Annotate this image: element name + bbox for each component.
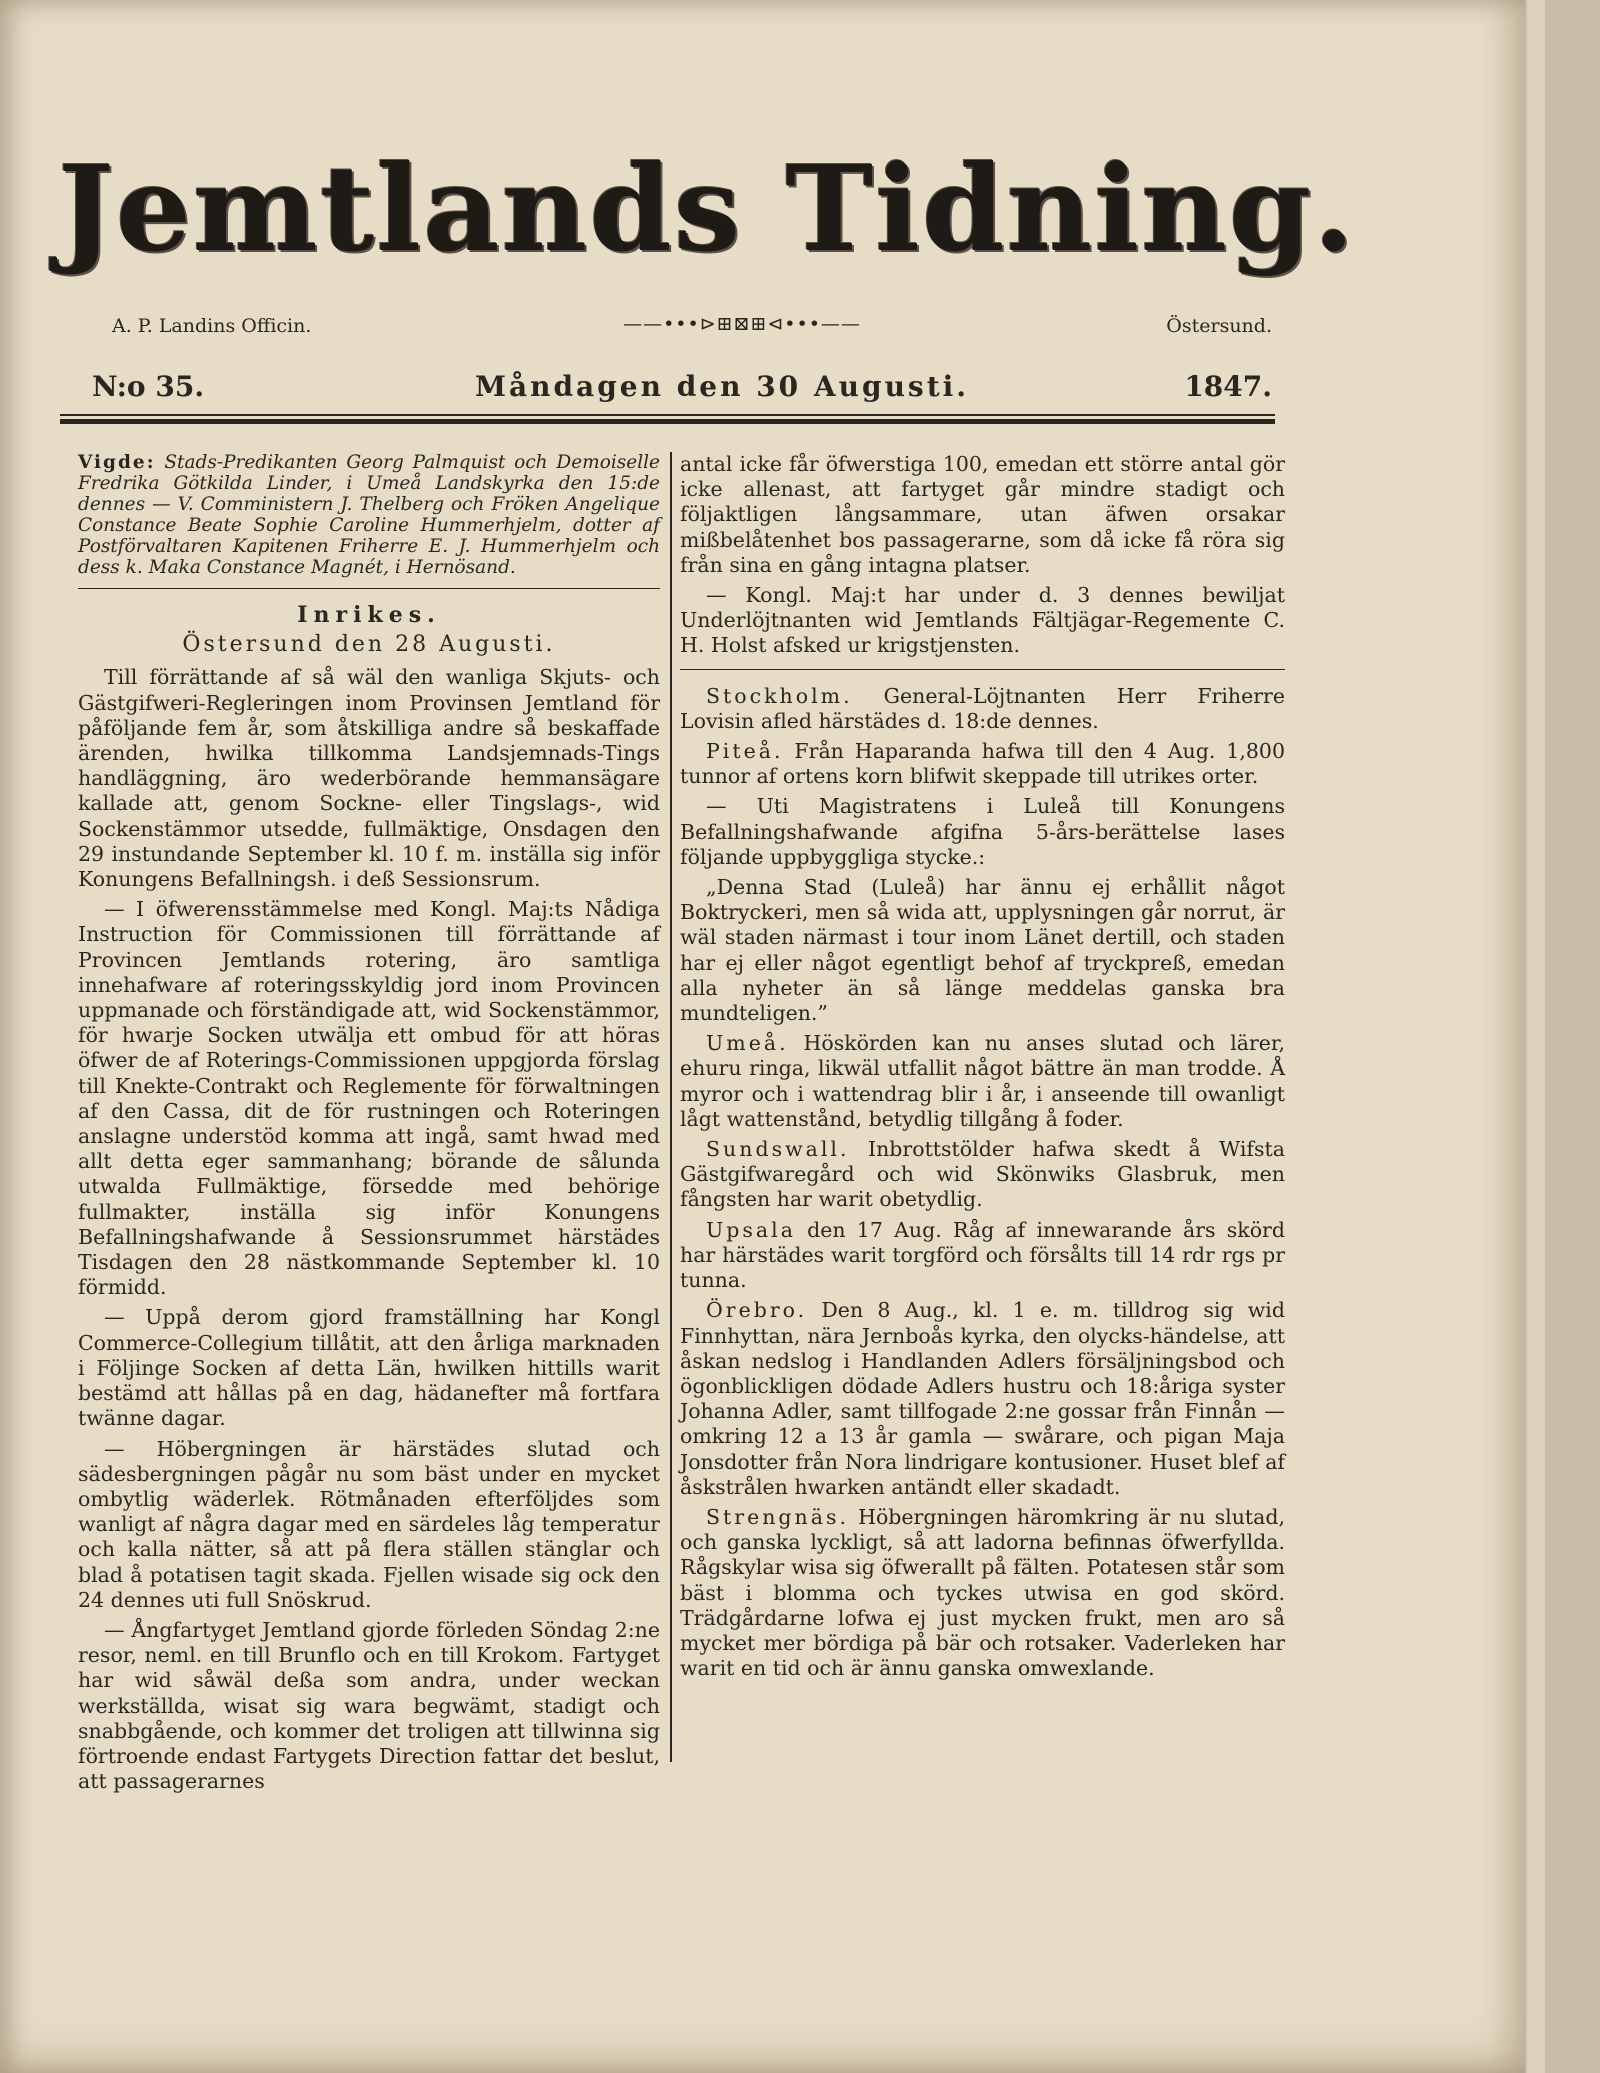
wedding-notice — [78, 452, 660, 578]
article-paragraph: antal icke får öfwerstiga 100, emedan ett större antal gör icke allenast, att fartyget går mindre stadigt och följaktligen långsammare, utan äfwen orsakar mißbelåtenhet bos passagerarne, som då icke få röra sig från sina en gång intagna platser. — [680, 452, 1285, 577]
news-item: Sundswall. Inbrottstölder hafwa skedt å Wifsta Gästgifwaregård och wid Skönwiks Glasbruk, men fångsten har warit obetydlig. — [680, 1137, 1285, 1212]
news-item: Upsala den 17 Aug. Råg af innewarande års skörd har härstädes warit torgförd och försålts till 14 rdr rgs pr tunna. — [680, 1217, 1285, 1293]
place-name: Sundswall. — [706, 1137, 850, 1162]
right-column — [680, 452, 1285, 1686]
place-name: Örebro. — [706, 1298, 808, 1323]
article-paragraph: — Kongl. Maj:t har under d. 3 dennes bewiljat Underlöjtnanten wid Jemtlands Fältjägar-Regemente C. H. Holst afsked ur krigstjensten. — [680, 583, 1285, 658]
place-name: Stockholm. — [706, 683, 853, 708]
masthead-title: Jemtlands Tidning. — [58, 139, 1357, 278]
issue-line — [92, 370, 1272, 410]
place-name: Umeå. — [706, 1031, 789, 1056]
notice-text: Stads-Predikanten Georg Palmquist och Demoiselle Fredrika Götkilda Linder, i Umeå Landskyrka den 15:de dennes — V. Comministern J. Thelberg och Fröken Angelique Constance Beate Sophie Caroline Hummerhjelm, dotter af Postförvaltaren Kapitenen Friherre E. J. Hummerhjelm och dess k. Maka Constance Magnét, i Hernösand. — [78, 452, 660, 578]
place-name: Piteå. — [706, 739, 784, 764]
dateline: Östersund den 28 Augusti. — [182, 632, 556, 658]
issue-year: 1847. — [1184, 370, 1272, 403]
news-item: Piteå. Från Haparanda hafwa till den 4 Aug. 1,800 tunnor af ortens korn blifwit skeppade till utrikes orter. — [680, 739, 1285, 789]
article-paragraph: — I öfwerensstämmelse med Kongl. Maj:ts Nådiga Instruction för Commissionen till förrättande af Provincen Jemtlands rotering, äro samtliga innehafware af roteringsskyldig jord inom Provincen uppmanade och förständigade att, wid Sockenstämmor, för hwarje Socken utwälja ett ombud för att höras öfwer de af Roterings-Commissionen uppgjorda förslag till Knekte-Contrakt och Reglemente för förwaltningen af den Cassa, dit de för rustningen och Roteringen anslagne understöd komma att ingå, samt hwad med allt detta eger sammanhang; börande de sålunda utwalda Fullmäktige, försedde med behörige fullmakter, inställa sig inför Konungens Befallningshafwande å Sessionsrummet härstädes Tisdagen den 28 nästkommande September kl. 10 förmidd. — [78, 897, 660, 1300]
article-paragraph: — Höbergningen är härstädes slutad och sädesbergningen pågår nu som bäst under en mycket ombytlig wäderlek. Rötmånaden efterföljdes som wanligt af några dagar med en särdeles låg temperatur och kalla nätter, så att på flera ställen stänglar och blad å potatisen tagit skada. Fjellen wisade sig ock den 24 dennes uti full Snöskrud. — [78, 1436, 660, 1612]
notice-label: Vigde: — [78, 452, 156, 473]
header-rule-thick — [60, 419, 1275, 424]
news-item: Örebro. Den 8 Aug., kl. 1 e. m. tilldrog sig wid Finnhyttan, nära Jernboås kyrka, den olycks-händelse, att åskan nedslog i Handlanden Adlers försäljningsbod och ögonblickligen dödade Adlers hustru och 18:åriga syster Johanna Adler, samt tillfogade 2:ne gossar från Finnån — omkring 12 a 13 år gamla — swårare, och pigan Maja Jonsdotter från Nora lindrigare kontusioner. Huset blef af åskstrålen hwarken antändt eller skadadt. — [680, 1298, 1285, 1499]
news-item: — Uti Magistratens i Luleå till Konungens Befallningshafwande afgifna 5-års-berättelse lases följande uppbyggliga stycke.: — [680, 794, 1285, 869]
place-name: Strengnäs. — [706, 1504, 850, 1529]
section-heading: Inrikes. — [297, 602, 441, 628]
column-rule — [680, 669, 1285, 670]
news-item: Strengnäs. Höbergningen häromkring är nu slutad, och ganska lyckligt, så att ladorna befinnas öfwerfyllda. Rågskylar wisa sig öfwerallt på fälten. Potatesen står som bäst i blomma och tyckes utwisa en god skörd. Trädgårdarne lofwa ej just mycken frukt, men aro så mycket mer bördiga på bär och rotsaker. Vaderleken har warit en tid och är ännu ganska omwexlande. — [680, 1504, 1285, 1681]
place-name: Upsala — [706, 1217, 796, 1242]
article-paragraph: — Uppå derom gjord framställning har Kongl Commerce-Collegium tillåtit, att den årliga marknaden i Följinge Socken af detta Län, hwilken hittills warit bestämd att hållas på en dag, hädanefter må fortfara twänne dagar. — [78, 1305, 660, 1431]
column-divider — [670, 452, 672, 1762]
masthead-subline — [112, 315, 1272, 345]
article-paragraph: — Ångfartyget Jemtland gjorde förleden Söndag 2:ne resor, neml. en till Brunflo och en till Krokom. Fartyget har wid såwäl deßa som andra, under weckan werkställda, wisat sig wara begwämt, stadigt och snabbgående, och kommer det troligen att tillwinna sig förtroende endast Fartygets Direction fattar det beslut, att passagerarnes — [78, 1617, 660, 1794]
page-edge-inner — [1527, 0, 1545, 2073]
quotation: „Denna Stad (Luleå) har ännu ej erhållit något Boktryckeri, men så wida att, upplysningen går norrut, är wäl staden närmast i tour inom Länet dertill, och staden har ej eller något egentligt behof af tryckpreß, emedan alla nyheter än så länge meddelas ganska bra mundteligen.” — [680, 875, 1285, 1026]
news-item: Stockholm. General-Löjtnanten Herr Friherre Lovisin afled härstädes d. 18:de dennes. — [680, 683, 1285, 733]
header-rule-thin — [60, 414, 1275, 416]
issue-number: N:o 35. — [92, 370, 205, 403]
issue-date: Måndagen den 30 Augusti. — [474, 370, 970, 403]
news-item: Umeå. Höskörden kan nu anses slutad och lärer, ehuru ringa, likwäl utfallit något bättre än man trodde. Å myror och i wattendrag blir i år, i anseende till owanligt lågt wattenstånd, betydlig tillgång å foder. — [680, 1031, 1285, 1131]
article-paragraph: Till förrättande af så wäl den wanliga Skjuts- och Gästgifweri-Regleringen inom Provinsen Jemtland för påföljande fem år, som åtskilliga andre så beskaffade ärenden, hwilka tillkomma Landsjemnads-Tings handläggning, äro wederbörande hemmansägare kallade att, genom Sockne- eller Tingslags-, wid Sockenstämmor utsedde, fullmäktige, Onsdagen den 29 instundande September kl. 10 f. m. inställa sig inför Konungens Befallningsh. i deß Sessionsrum. — [78, 665, 660, 892]
masthead-block — [58, 139, 1357, 278]
ornament-divider: ——•••⊳⊞⊠⊞⊲•••—— — [623, 313, 861, 335]
left-column — [78, 452, 660, 1799]
notice-rule — [78, 588, 660, 589]
printer-name: A. P. Landins Officin. — [112, 315, 312, 337]
publication-place: Östersund. — [1166, 315, 1272, 337]
